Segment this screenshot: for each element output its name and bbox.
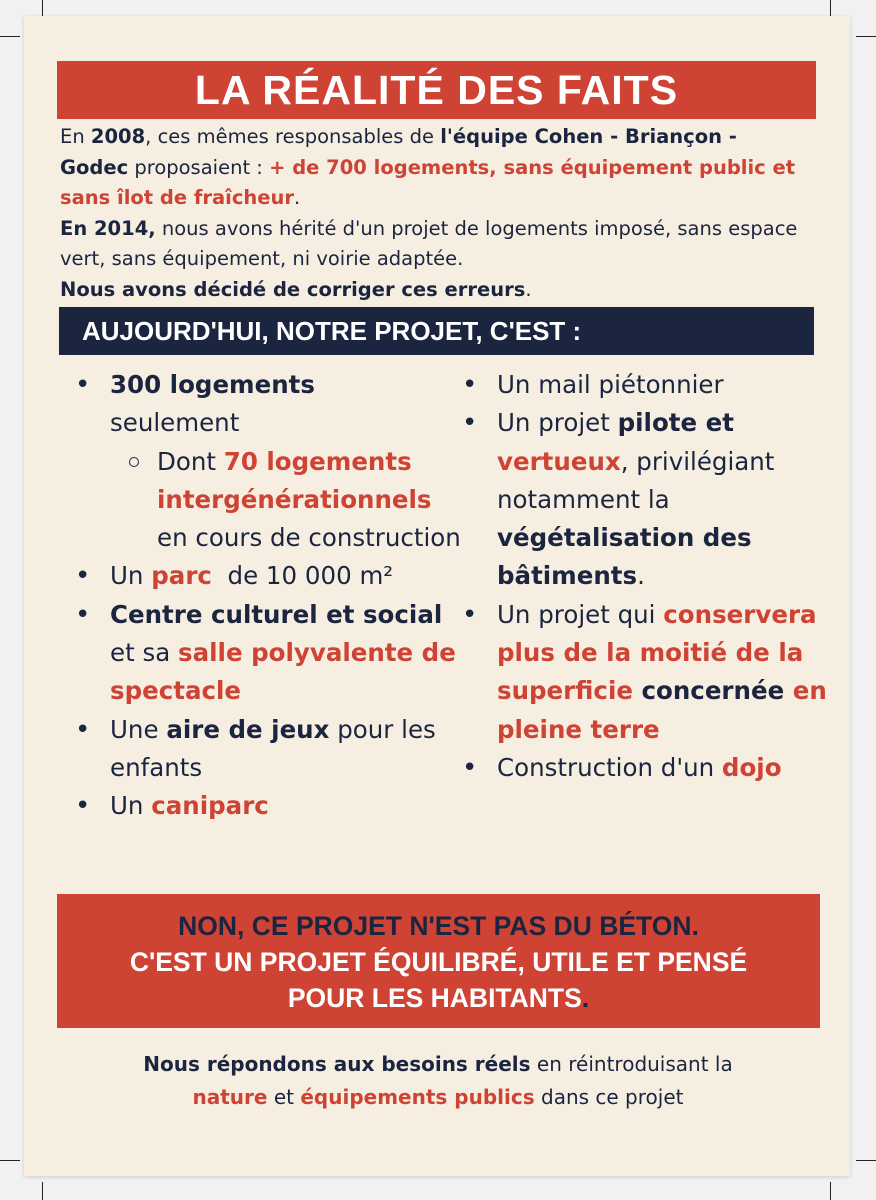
statement-line-3: POUR LES HABITANTS.: [287, 983, 590, 1013]
list-item: • Un projet qui conservera plus de la moitié de la superficie concernée en pleine terre: [456, 596, 836, 749]
section-heading: AUJOURD'HUI, NOTRE PROJET, C'EST :: [59, 307, 814, 355]
closing-text: Nous répondons aux besoins réels en réintroduisant la nature et équipements publics dans ce projet: [143, 1052, 733, 1109]
list-item: • Un projet pilote et vertueux, privilégiant notamment la végétalisation des bâtiments.: [456, 404, 836, 595]
statement-line-1: NON, CE PROJET N'EST PAS DU BÉTON.: [178, 911, 699, 941]
page-title: LA RÉALITÉ DES FAITS: [57, 61, 816, 119]
list-item: • Un parc de 10 000 m²: [69, 557, 469, 595]
sub-list-item: Dont 70 logements intergénérationnels en cours de construction: [157, 443, 469, 558]
list-item: • Centre culturel et social et sa salle polyvalente de spectacle: [69, 596, 469, 711]
list-item: • Une aire de jeux pour les enfants: [69, 711, 469, 788]
list-item: • 300 logements seulement Dont 70 logements intergénérationnels en cours de construction: [69, 366, 469, 557]
intro-paragraph-decision: Nous avons décidé de corriger ces erreurs.: [60, 277, 532, 301]
crop-mark: [830, 1182, 831, 1200]
crop-mark: [42, 0, 43, 16]
crop-mark: [830, 0, 831, 16]
list-item: • Construction d'un dojo: [456, 749, 836, 787]
list-item: • Un mail piétonnier: [456, 366, 836, 404]
intro-paragraph-2008: En 2008, ces mêmes responsables de l'équipe Cohen - Briançon - Godec proposaient : + de 700 logements, sans équipement public et sans îlot de fraîcheur.: [60, 125, 796, 209]
statement-line-2: C'EST UN PROJET ÉQUILIBRÉ, UTILE ET PENSÉ: [129, 947, 748, 977]
crop-mark: [0, 1160, 20, 1161]
crop-mark: [0, 36, 20, 37]
circle-bullet-icon: [129, 457, 139, 467]
flyer-page: [24, 16, 850, 1176]
project-list-left: [69, 366, 469, 826]
crop-mark: [42, 1182, 43, 1200]
crop-mark: [856, 36, 876, 37]
list-item: • Un caniparc: [69, 787, 469, 825]
crop-mark: [856, 1160, 876, 1161]
project-list-right: [456, 366, 836, 787]
intro-paragraph-2014: En 2014, nous avons hérité d'un projet de logements imposé, sans espace vert, sans équipement, ni voirie adaptée.: [60, 216, 798, 270]
statement-box: [57, 894, 820, 1028]
intro-text: [60, 122, 820, 305]
